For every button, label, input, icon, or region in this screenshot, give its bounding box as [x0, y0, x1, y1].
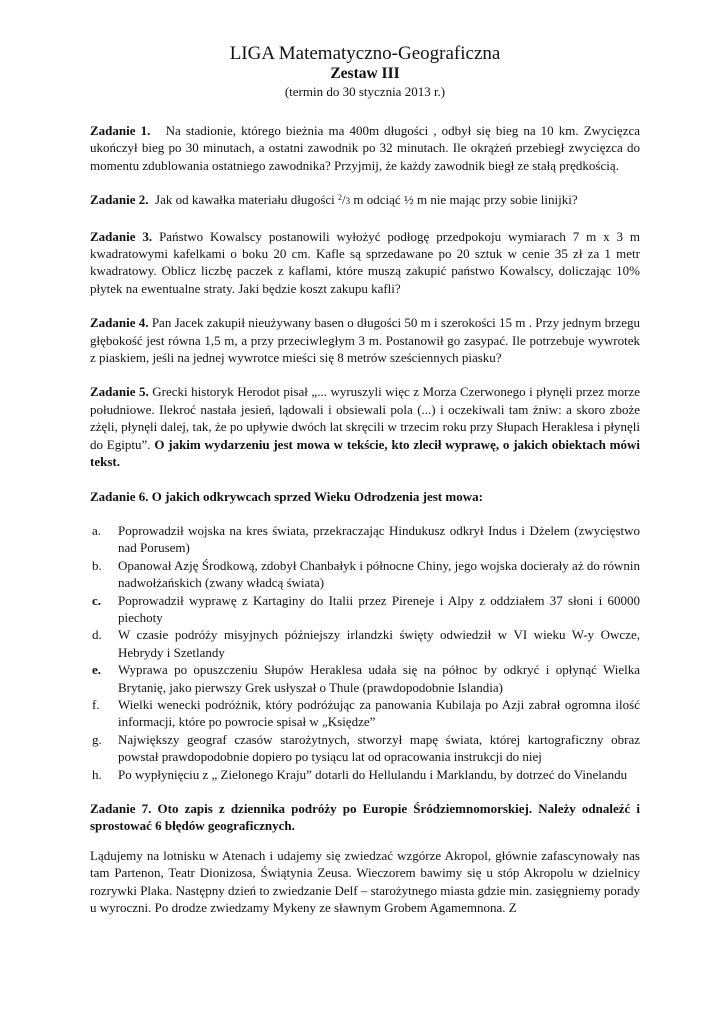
list-item: [90, 557, 640, 592]
task-4-label: Zadanie 4.: [90, 315, 149, 331]
task-5-question: O jakim wydarzeniu jest mowa w tekście, kto zlecił wyprawę, o jakich obiektach mówi tekst.: [90, 436, 641, 470]
task-2-fraction-numerator: 2: [338, 193, 343, 203]
list-item: [90, 626, 640, 661]
task-5-label: Zadanie 5.: [90, 384, 149, 400]
task-6: [90, 488, 640, 505]
task-3: [90, 228, 640, 298]
task-6-question: O jakich odkrywcach sprzed Wieku Odrodzenia jest mowa:: [151, 488, 483, 504]
task-2-fraction-denominator: 3: [345, 196, 351, 207]
task-2-text-b: m odciąć ½ m nie mając przy sobie linijki?: [350, 192, 578, 208]
list-item-text: Poprowadził wyprawę z Kartaginy do Italii przez Pireneje i Alpy z oddziałem 37 słoni i 60000 piechoty: [118, 592, 640, 625]
task-7-question: Oto zapis z dziennika podróży po Europie Śródziemnomorskiej. Należy odnaleźć i sprostować 6 błędów geograficznych.: [90, 801, 641, 834]
task-7-text: Lądujemy na lotnisku w Atenach i udajemy się zwiedzać wzgórze Akropol, głównie zafascynowały nas tam Partenon, Teatr Dionizosa, Świątynia Zeusa. Wieczorem bawimy się u stóp Akropolu w dzielnicy rozrywki Plaka. Następny dzień to zwiedzanie Delf – starożytnego miasta gdzie min. zasięgniemy porady u wyroczni. Po drodze zwiedzamy Mykeny ze sławnym Grobem Agamemnona. Z: [90, 847, 640, 916]
task-2: [90, 191, 640, 210]
list-item: [90, 592, 640, 627]
task-6-label: Zadanie 6.: [90, 488, 149, 504]
list-item: [90, 522, 640, 557]
task-1: [90, 122, 640, 174]
document-subtitle: Zestaw III: [330, 65, 400, 82]
task-1-label: Zadanie 1.: [90, 123, 151, 138]
list-item: [90, 696, 640, 731]
task-7-label: Zadanie 7.: [90, 801, 152, 816]
document-title: LIGA Matematyczno-Geograficzna: [229, 43, 501, 64]
document-header: [90, 43, 640, 100]
list-marker: b.: [92, 557, 102, 573]
task-1-text: Na stadionie, którego bieżnia ma 400m długości , odbył się bieg na 10 km. Zwycięzca ukończył bieg po 30 minutach, a ostatni zawodnik po 32 minutach. Ile okrążeń przebiegł zwycięzca do momentu zdublowania ostatniego zawodnika? Przyjmij, że każdy zawodnik biegł ze stałą prędkością.: [90, 123, 641, 173]
list-item-text: Największy geograf czasów starożytnych, stworzył mapę świata, której kartograficzny obraz powstał prawdopodobnie dopiero po tysiącu lat od opracowania instrukcji do niej: [118, 731, 640, 765]
task-5: [90, 383, 640, 470]
list-item: [90, 731, 640, 766]
task-3-label: Zadanie 3.: [90, 228, 153, 244]
list-marker: d.: [92, 627, 102, 643]
document-deadline: (termin do 30 stycznia 2013 r.): [284, 84, 446, 99]
task-5-text: Grecki historyk Herodot pisał „... wyruszyli więc z Morza Czerwonego i płynęli przez morze południowe. Ilekroć nastała jesień, lądowali i obsiewali pola (...) i oczekiwali tam żniw: a skoro zboże zżęli, płynęli dalej, tak, że po upływie dwóch lat skręcili w trzecim roku przy Słupach Heraklesa i płynęli do Egiptu”.: [90, 384, 641, 452]
list-marker: a.: [92, 522, 102, 538]
list-item-text: Opanował Azję Środkową, zdobył Chanbałyk i północne Chiny, jego wojska docierały aż do równin nadwołżańskich (zwany władcą świata): [118, 557, 640, 591]
list-marker: g.: [92, 731, 102, 747]
list-item: [90, 661, 640, 696]
list-item-text: Poprowadził wojska na kres świata, przekraczając Hindukusz odkrył Indus i Dżelem (zwycięstwo nad Porusem): [118, 522, 640, 556]
list-marker: c.: [92, 592, 102, 608]
list-marker: f.: [92, 696, 100, 712]
task-2-text-a: Jak od kawałka materiału długości: [155, 192, 339, 208]
task-6-list: [90, 522, 640, 783]
list-item-text: Po wypłynięciu z „ Zielonego Kraju” dotarli do Hellulandu i Marklandu, by dotrzeć do Vinelandu: [118, 766, 628, 782]
document-page: [90, 40, 640, 916]
list-item-text: Wyprawa po opuszczeniu Słupów Heraklesa udała się na północ by odkryć i opłynąć Wielka Brytanię, jako pierwszy Grek usłyszał o Thule (prawdopodobnie Islandia): [118, 662, 640, 695]
task-7: [90, 800, 640, 835]
list-item-text: W czasie podróży misyjnych późniejszy irlandzki święty odwiedził w VI wieku W-y Owcze, Hebrydy i Szetlandy: [118, 627, 640, 660]
list-marker: e.: [92, 662, 102, 678]
list-item: [90, 766, 640, 783]
task-2-label: Zadanie 2.: [90, 192, 149, 208]
task-4-text: Pan Jacek zakupił nieużywany basen o długości 50 m i szerokości 15 m . Przy jednym brzegu głębokość jest równa 1,5 m, a przy przeciwległym 3 m. Postanowił go zasypać. Ile potrzebuje wywrotek z piaskiem, jeśli na jednej wywrotce mieści się 8 metrów sześciennych piasku?: [90, 315, 640, 366]
task-4: [90, 314, 640, 366]
task-3-text: Państwo Kowalscy postanowili wyłożyć podłogę przedpokoju wymiarach 7 m x 3 m kwadratowymi kafelkami o boku 20 cm. Kafle są sprzedawane po 20 sztuk w cenie 35 zł za 1 metr kwadratowy. Oblicz liczbę paczek z kaflami, które muszą zakupić państwo Kowalscy, doliczając 10% płytek na ewentualne straty. Jaki będzie koszt zakupu kafli?: [90, 228, 641, 296]
list-item-text: Wielki wenecki podróżnik, który podróżując za panowania Kubilaja po Azji zabrał ogromna ilość informacji, które po powrocie spisał w „Księdze”: [118, 696, 640, 730]
task-2-fraction-slash: /: [342, 192, 346, 208]
list-marker: h.: [92, 766, 102, 782]
